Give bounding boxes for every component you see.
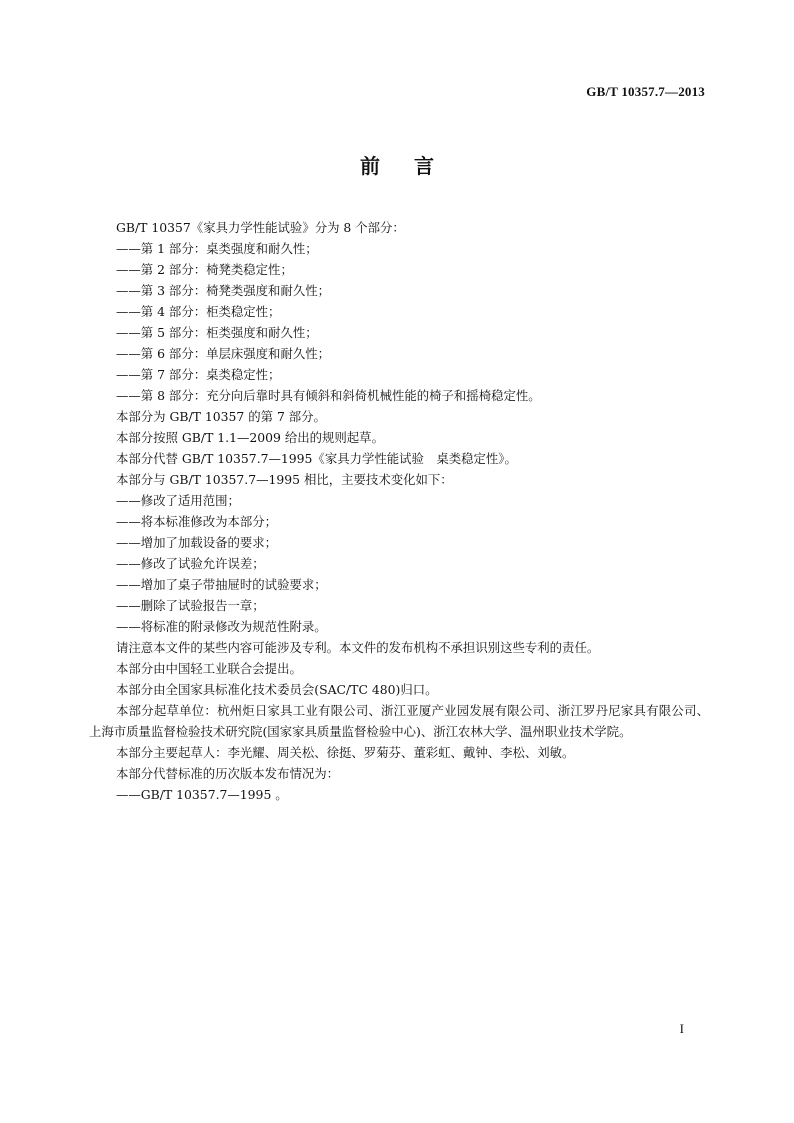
list-item-part-3: ——第 3 部分：椅凳类强度和耐久性； (116, 283, 331, 298)
list-item-change-1: ——修改了适用范围； (116, 493, 240, 508)
list-item-part-7: ——第 7 部分：桌类稳定性； (116, 367, 281, 382)
paragraph-part-statement: 本部分为 GB/T 10357 的第 7 部分。 (116, 409, 326, 424)
paragraph-previous-editions: 本部分代替标准的历次版本发布情况为： (116, 766, 340, 781)
list-item-change-7: ——将标准的附录修改为规范性附录。 (116, 619, 327, 634)
list-item-change-5: ——增加了桌子带抽屉时的试验要求； (116, 577, 327, 592)
foreword-body (89, 217, 709, 805)
intro-line-parts-count: GB/T 10357《家具力学性能试验》分为 8 个部分： (116, 220, 405, 235)
list-item-change-3: ——增加了加载设备的要求； (116, 535, 278, 550)
paragraph-main-drafters: 本部分主要起草人：李光耀、周关松、徐挺、罗菊芬、董彩虹、戴钟、李松、刘敏。 (116, 745, 575, 760)
list-item-change-2: ——将本标准修改为本部分； (116, 514, 278, 529)
list-item-part-8: ——第 8 部分：充分向后靠时具有倾斜和斜倚机械性能的椅子和摇椅稳定性。 (116, 388, 541, 403)
paragraph-proposed-by: 本部分由中国轻工业联合会提出。 (116, 661, 302, 676)
paragraph-drafting-organizations: 本部分起草单位：杭州炬日家具工业有限公司、浙江亚厦产业园发展有限公司、浙江罗丹尼家具有限公司、上海市质量监督检验技术研究院(国家家具质量监督检验中心)、浙江农林大学、温州职业技术学院。 (89, 703, 709, 739)
page-number: I (679, 1021, 684, 1036)
paragraph-changes-intro: 本部分与 GB/T 10357.7—1995 相比，主要技术变化如下： (116, 472, 453, 487)
list-item-part-1: ——第 1 部分：桌类强度和耐久性； (116, 241, 318, 256)
list-item-previous-edition: ——GB/T 10357.7—1995 。 (116, 787, 288, 802)
paragraph-drafting-rules: 本部分按照 GB/T 1.1—2009 给出的规则起草。 (116, 430, 384, 445)
list-item-part-2: ——第 2 部分：椅凳类稳定性； (116, 262, 293, 277)
list-item-change-4: ——修改了试验允许误差； (116, 556, 265, 571)
paragraph-replaces: 本部分代替 GB/T 10357.7—1995《家具力学性能试验 桌类稳定性》。 (116, 451, 517, 466)
paragraph-patent-notice: 请注意本文件的某些内容可能涉及专利。本文件的发布机构不承担识别这些专利的责任。 (116, 640, 600, 655)
list-item-part-6: ——第 6 部分：单层床强度和耐久性； (116, 346, 331, 361)
list-item-change-6: ——删除了试验报告一章； (116, 598, 265, 613)
paragraph-under-jurisdiction: 本部分由全国家具标准化技术委员会(SAC/TC 480)归口。 (116, 682, 438, 697)
standard-code-header: GB/T 10357.7—2013 (586, 84, 705, 99)
list-item-part-5: ——第 5 部分：柜类强度和耐久性； (116, 325, 318, 340)
list-item-part-4: ——第 4 部分：柜类稳定性； (116, 304, 281, 319)
page-title: 前言 (360, 154, 468, 178)
